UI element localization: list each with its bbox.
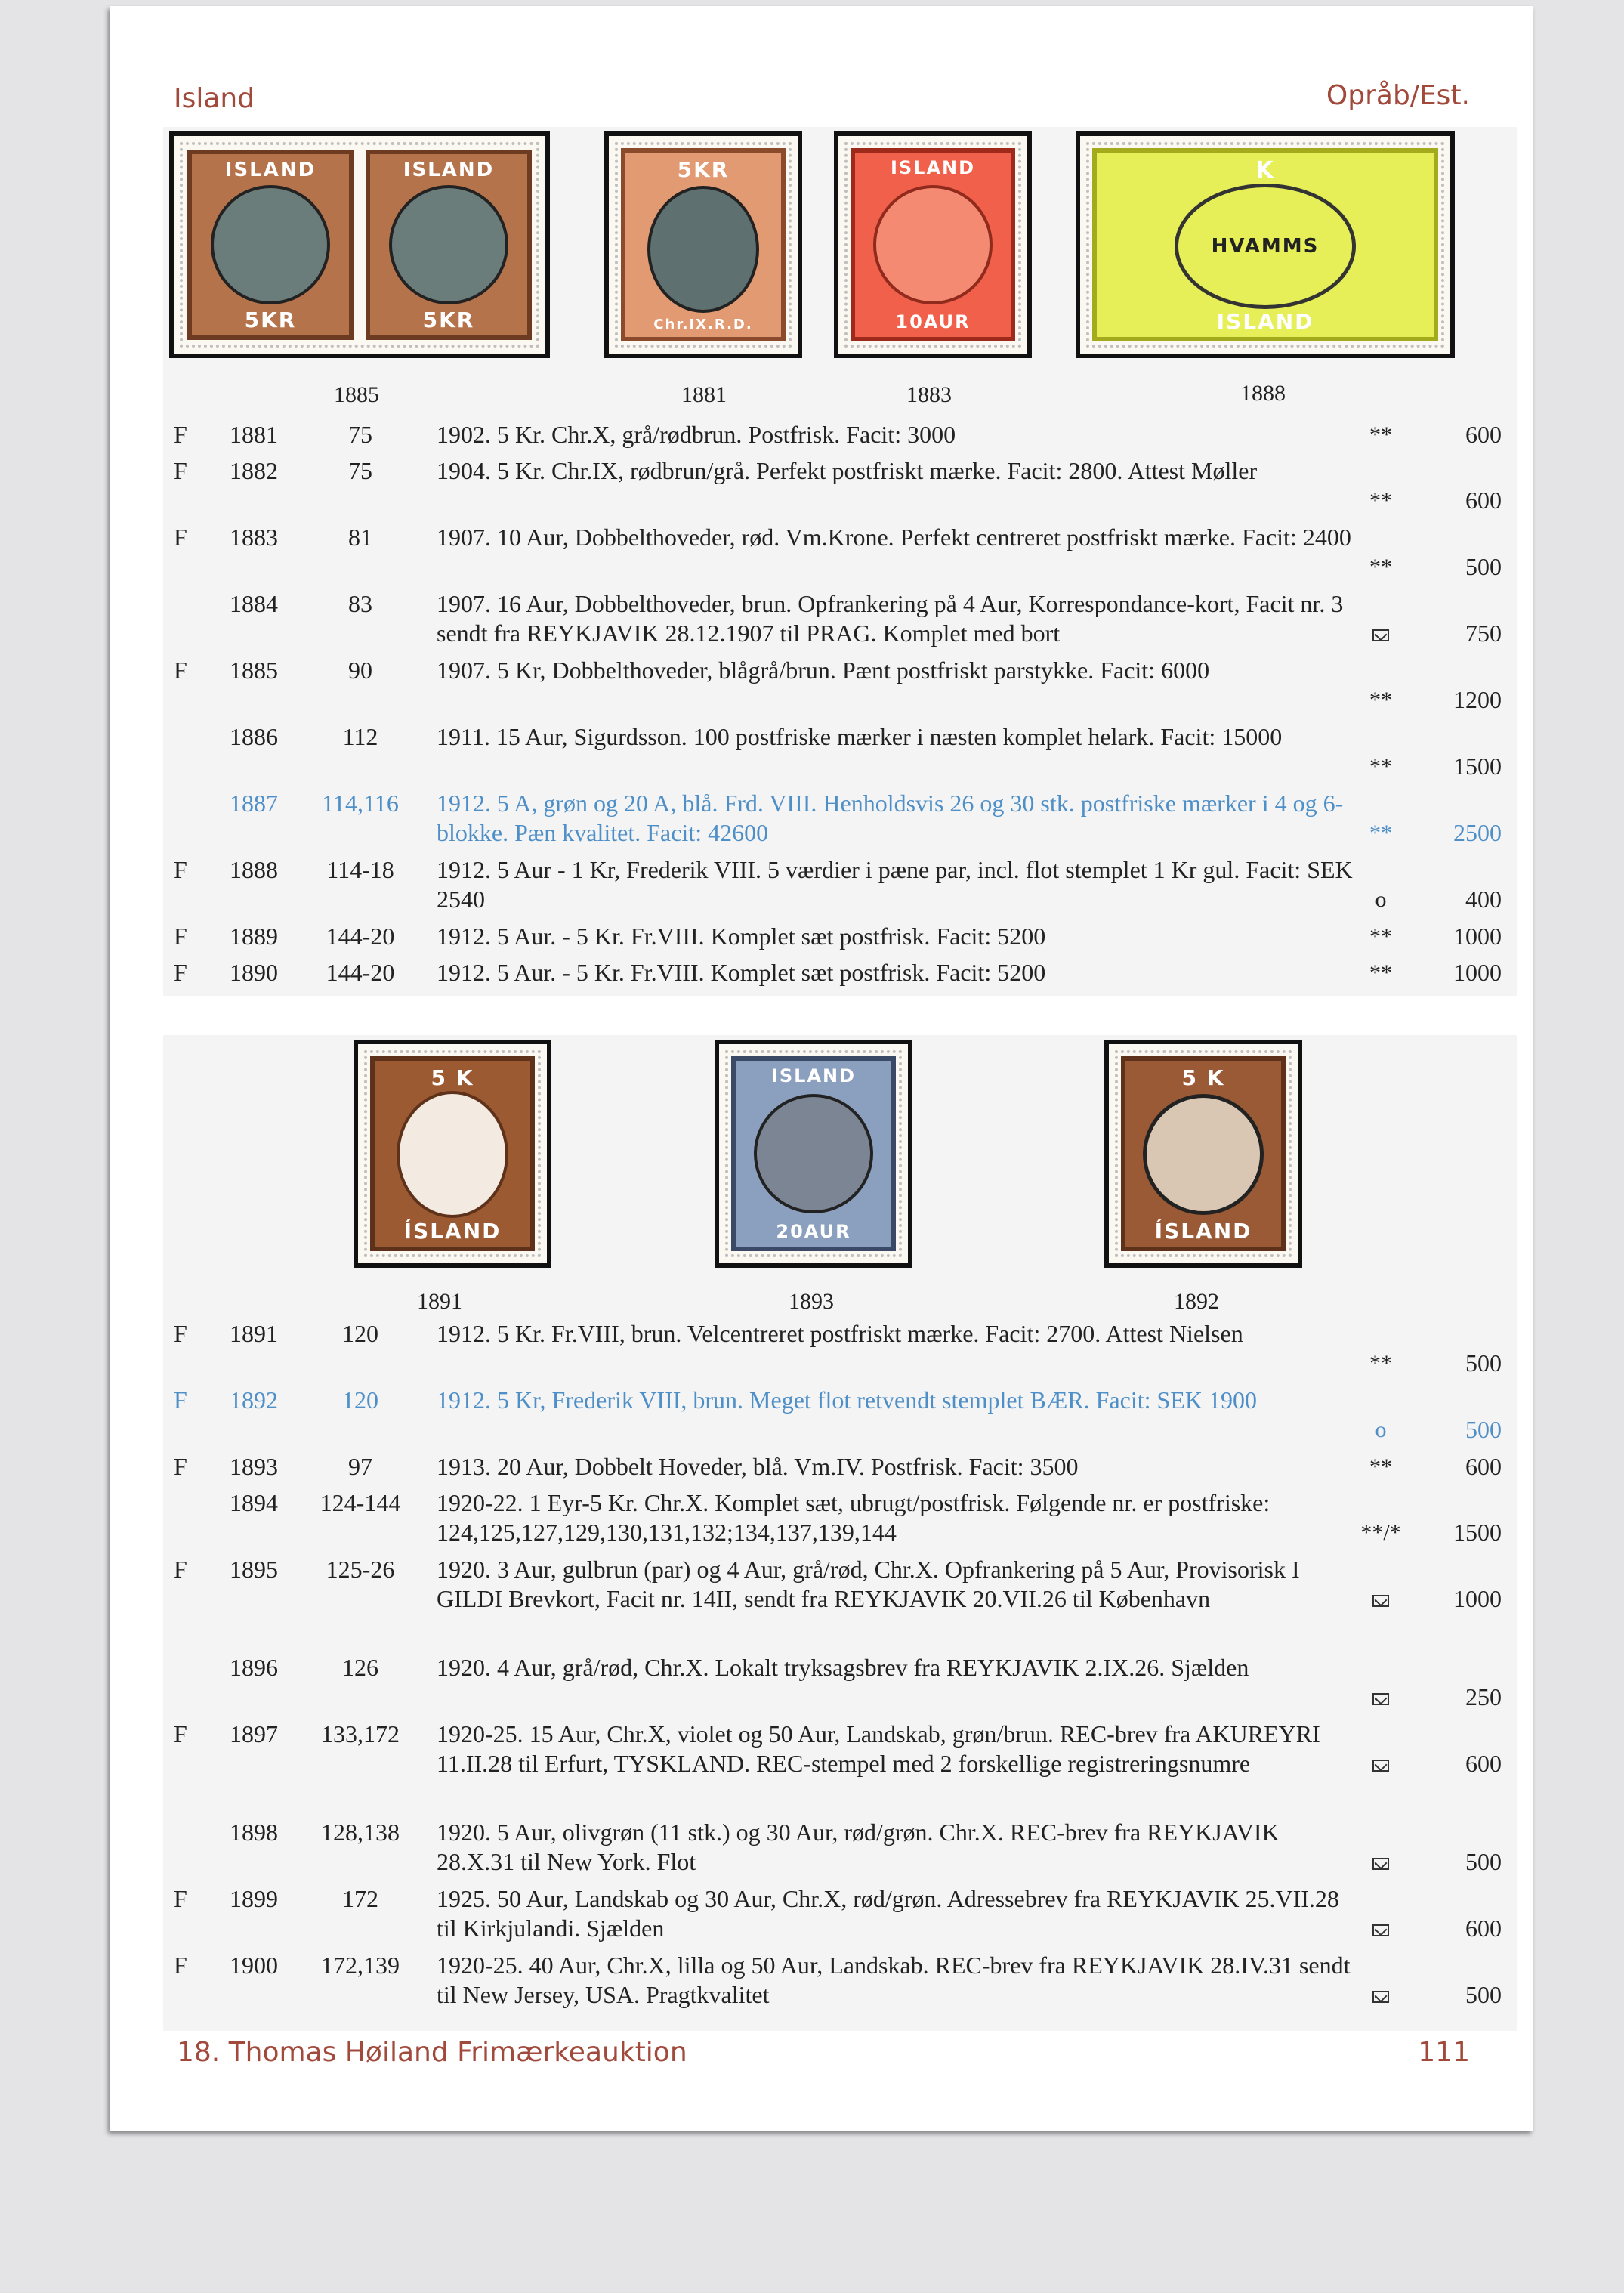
lot-description: 1912. 5 Aur - 1 Kr, Frederik VIII. 5 værdier i pæne par, incl. flot stemplet 1 Kr gul. Facit: SEK 2540 — [437, 856, 1353, 913]
lot-description: 1902. 5 Kr. Chr.X, grå/rødbrun. Postfrisk. Facit: 3000 — [437, 421, 956, 448]
lot-price: 1200 — [1453, 686, 1502, 713]
lot-price: 1500 — [1453, 752, 1502, 780]
stamp-image-1881[interactable] — [604, 131, 802, 358]
condition-mark: ** — [1369, 924, 1392, 949]
condition-mark: ** — [1369, 820, 1392, 845]
stamp-image-1891[interactable] — [354, 1040, 551, 1268]
stamp-top-text: ISLAND — [403, 159, 495, 181]
lot-description: 1920-25. 40 Aur, Chr.X, lilla og 50 Aur, Landskab. REC-brev fra REYKJAVIK 28.IV.31 sendt til New Jersey, USA. Pragtkvalitet — [437, 1952, 1351, 2008]
stamp-frame — [1121, 1056, 1286, 1251]
lot-number: 1889 — [230, 922, 278, 950]
lot-description: 1907. 5 Kr, Dobbelthoveder, blågrå/brun. Pænt postfriskt parstykke. Facit: 6000 — [437, 657, 1210, 684]
catalogue-number: 120 — [342, 1386, 378, 1414]
lot-flag: F — [174, 421, 187, 448]
lot-number: 1894 — [230, 1489, 278, 1516]
catalogue-number: 144-20 — [326, 959, 395, 986]
lot-price: 600 — [1465, 1914, 1502, 1942]
lot-price: 500 — [1465, 553, 1502, 580]
postmark-icon — [1143, 1094, 1264, 1215]
cover-icon — [1335, 1749, 1426, 1778]
lot-price: 500 — [1465, 1848, 1502, 1875]
image-label-1893: 1893 — [789, 1289, 834, 1314]
stamp-value-text: 5KR — [422, 307, 475, 332]
condition-mark: ** — [1369, 422, 1392, 447]
lot-description: 1920-25. 15 Aur, Chr.X, violet og 50 Aur, Landskab, grøn/brun. REC-brev fra AKUREYRI 11.II.28 til Erfurt, TYSKLAND. REC-stempel med 2 forskellige registreringsnumre — [437, 1720, 1320, 1777]
stamp-frame-left — [187, 150, 354, 340]
envelope-icon — [1372, 629, 1389, 641]
envelope-icon — [1372, 1924, 1389, 1936]
lot-number: 1891 — [230, 1320, 278, 1347]
stamp-image-1885-pair[interactable] — [169, 131, 550, 358]
lot-price: 600 — [1465, 421, 1502, 448]
lot-number: 1897 — [230, 1720, 278, 1748]
condition-mark: ** — [1369, 754, 1392, 779]
lot-number: 1884 — [230, 590, 278, 617]
stamp-top-text: ISLAND — [890, 157, 976, 178]
stamp-value-text: 5KR — [244, 307, 297, 332]
lot-flag: F — [174, 657, 187, 684]
cover-icon — [1335, 1847, 1426, 1877]
catalogue-number: 75 — [348, 457, 372, 484]
lot-description: 1907. 16 Aur, Dobbelthoveder, brun. Opfrankering på 4 Aur, Korrespondance-kort, Facit nr. 3 sendt fra REYKJAVIK 28.12.1907 til PRAG. Komplet med bort — [437, 590, 1344, 647]
catalogue-number: 120 — [342, 1320, 378, 1347]
lot-flag: F — [174, 1320, 187, 1347]
stamp-value-text: ÍSLAND — [1154, 1219, 1252, 1244]
condition-mark: ** — [1369, 688, 1392, 712]
postmark-icon — [1175, 184, 1356, 309]
lot-description: 1920. 5 Aur, olivgrøn (11 stk.) og 30 Aur, rød/grøn. Chr.X. REC-brev fra REYKJAVIK 28.X.31 til New York. Flot — [437, 1819, 1280, 1875]
stamp-frame — [851, 148, 1015, 341]
lot-number: 1887 — [230, 790, 278, 817]
stamp-value-text: ISLAND — [1216, 309, 1314, 334]
stamp-top-text: ISLAND — [770, 1065, 857, 1086]
cover-icon — [1335, 1683, 1426, 1712]
stamp-top-text: 5 K — [431, 1065, 474, 1090]
catalogue-number: 172,139 — [321, 1952, 400, 1979]
lot-price: 600 — [1465, 1750, 1502, 1777]
lot-description: 1913. 20 Aur, Dobbelt Hoveder, blå. Vm.IV. Postfrisk. Facit: 3500 — [437, 1453, 1079, 1480]
stamp-image-1892[interactable] — [1104, 1040, 1302, 1268]
portrait-icon — [754, 1094, 873, 1213]
stamp-top-text: 5 K — [1181, 1065, 1225, 1090]
lot-number: 1898 — [230, 1819, 278, 1846]
column-title: Opråb/Est. — [1326, 80, 1470, 111]
stamp-frame — [731, 1056, 896, 1251]
lot-price: 2500 — [1453, 819, 1502, 846]
stamp-image-1883[interactable] — [834, 131, 1032, 358]
stamp-image-1888[interactable] — [1076, 131, 1455, 358]
lot-number: 1888 — [230, 856, 278, 883]
image-label-1881: 1881 — [681, 382, 727, 407]
condition-mark: **/* — [1360, 1520, 1401, 1545]
lot-price: 600 — [1465, 1453, 1502, 1480]
condition-mark: ** — [1369, 555, 1392, 579]
lot-price: 500 — [1465, 1981, 1502, 2008]
catalogue-number: 112 — [342, 723, 378, 750]
cover-icon — [1335, 1914, 1426, 1943]
lot-description: 1904. 5 Kr. Chr.IX, rødbrun/grå. Perfekt postfriskt mærke. Facit: 2800. Attest Møller — [437, 457, 1258, 484]
cover-icon — [1335, 1584, 1426, 1614]
image-label-1883: 1883 — [906, 382, 952, 407]
lot-price: 750 — [1465, 620, 1502, 647]
country-heading: Island — [174, 83, 255, 114]
lot-flag: F — [174, 524, 187, 551]
lot-description: 1912. 5 Kr, Frederik VIII, brun. Meget flot retvendt stemplet BÆR. Facit: SEK 1900 — [437, 1386, 1257, 1414]
portrait-icon — [211, 185, 330, 304]
image-label-1891: 1891 — [417, 1289, 462, 1314]
portrait-icon — [397, 1091, 508, 1218]
condition-mark: ** — [1369, 488, 1392, 513]
lot-price: 1000 — [1453, 1585, 1502, 1612]
lot-number: 1881 — [230, 421, 278, 448]
page-number: 111 — [1418, 2037, 1470, 2068]
catalogue-number: 83 — [348, 590, 372, 617]
lot-description: 1920. 4 Aur, grå/rød, Chr.X. Lokalt tryksagsbrev fra REYKJAVIK 2.IX.26. Sjælden — [437, 1654, 1249, 1681]
cover-icon — [1335, 1980, 1426, 2010]
image-label-1888: 1888 — [1240, 381, 1286, 406]
catalogue-number: 144-20 — [326, 922, 395, 950]
condition-mark: o — [1375, 1417, 1387, 1442]
catalogue-number: 125-26 — [326, 1556, 395, 1583]
lot-flag: F — [174, 959, 187, 986]
lot-number: 1886 — [230, 723, 278, 750]
lot-description: 1912. 5 A, grøn og 20 A, blå. Frd. VIII. Henholdsvis 26 og 30 stk. postfriske mærker i 4 og 6-blokke. Pæn kvalitet. Facit: 42600 — [437, 790, 1344, 846]
catalogue-number: 114-18 — [326, 856, 394, 883]
catalogue-number: 124-144 — [320, 1489, 401, 1516]
lot-price: 500 — [1465, 1416, 1502, 1443]
portrait-icon — [873, 185, 993, 304]
condition-mark: o — [1375, 887, 1387, 912]
envelope-icon — [1372, 1693, 1389, 1705]
lot-price: 1000 — [1453, 959, 1502, 986]
catalogue-number: 126 — [342, 1654, 378, 1681]
catalogue-number: 128,138 — [321, 1819, 400, 1846]
stamp-frame — [370, 1056, 535, 1251]
lot-number: 1899 — [230, 1885, 278, 1912]
lot-description: 1920-22. 1 Eyr-5 Kr. Chr.X. Komplet sæt, ubrugt/postfrisk. Følgende nr. er postfriske: 124,125,127,129,130,131,132;134,137,139,144 — [437, 1489, 1270, 1546]
condition-mark: ** — [1369, 1351, 1392, 1376]
lot-flag: F — [174, 1952, 187, 1979]
lot-price: 1500 — [1453, 1519, 1502, 1546]
portrait-icon — [647, 186, 759, 313]
catalogue-number: 81 — [348, 524, 372, 551]
lot-description: 1925. 50 Aur, Landskab og 30 Aur, Chr.X, rød/grøn. Adressebrev fra REYKJAVIK 25.VII.28 til Kirkjulandi. Sjælden — [437, 1885, 1339, 1942]
lot-number: 1883 — [230, 524, 278, 551]
stamp-value-text: 10AUR — [895, 311, 971, 332]
lot-price: 600 — [1465, 487, 1502, 514]
envelope-icon — [1372, 1858, 1389, 1870]
image-label-1892: 1892 — [1174, 1289, 1219, 1314]
auction-title: 18. Thomas Høiland Frimærkeauktion — [177, 2037, 687, 2068]
stamp-value-text: Chr.IX.R.D. — [653, 317, 753, 332]
lot-flag: F — [174, 1453, 187, 1480]
lot-description: 1920. 3 Aur, gulbrun (par) og 4 Aur, grå/rød, Chr.X. Opfrankering på 5 Aur, Provisorisk I GILDI Brevkort, Facit nr. 14II, sendt fra REYKJAVIK 20.VII.26 til København — [437, 1556, 1300, 1612]
catalogue-number: 172 — [342, 1885, 378, 1912]
envelope-icon — [1372, 1595, 1389, 1607]
stamp-top-text: 5KR — [677, 157, 730, 182]
lot-number: 1885 — [230, 657, 278, 684]
lot-number: 1895 — [230, 1556, 278, 1583]
lot-description: 1912. 5 Kr. Fr.VIII, brun. Velcentreret postfriskt mærke. Facit: 2700. Attest Nielsen — [437, 1320, 1243, 1347]
catalogue-page — [110, 6, 1533, 2131]
lot-description: 1912. 5 Aur. - 5 Kr. Fr.VIII. Komplet sæt postfrisk. Facit: 5200 — [437, 959, 1046, 986]
catalogue-number: 114,116 — [322, 790, 399, 817]
lot-description: 1912. 5 Aur. - 5 Kr. Fr.VIII. Komplet sæt postfrisk. Facit: 5200 — [437, 922, 1046, 950]
lot-flag: F — [174, 1720, 187, 1748]
condition-mark: ** — [1369, 1454, 1392, 1479]
catalogue-number: 90 — [348, 657, 372, 684]
cover-icon — [1335, 619, 1426, 648]
catalogue-number: 75 — [348, 421, 372, 448]
lot-description: 1911. 15 Aur, Sigurdsson. 100 postfriske mærker i næsten komplet helark. Facit: 15000 — [437, 723, 1283, 750]
catalogue-number: 133,172 — [321, 1720, 400, 1748]
portrait-icon — [389, 185, 508, 304]
lot-flag: F — [174, 1885, 187, 1912]
catalogue-number: 97 — [348, 1453, 372, 1480]
lot-number: 1900 — [230, 1952, 278, 1979]
lot-price: 1000 — [1453, 922, 1502, 950]
condition-mark: ** — [1369, 960, 1392, 985]
lot-number: 1896 — [230, 1654, 278, 1681]
lot-flag: F — [174, 457, 187, 484]
image-label-1885: 1885 — [334, 382, 379, 407]
stamp-frame-right — [366, 150, 532, 340]
lot-number: 1893 — [230, 1453, 278, 1480]
lot-flag: F — [174, 1556, 187, 1583]
lot-price: 400 — [1465, 885, 1502, 913]
stamp-value-text: 20AUR — [776, 1221, 851, 1242]
postmark-text: HVAMMS — [1211, 235, 1320, 258]
lot-flag: F — [174, 856, 187, 883]
stamp-frame — [621, 148, 786, 341]
stamp-frame — [1092, 148, 1438, 341]
lot-flag: F — [174, 922, 187, 950]
envelope-icon — [1372, 1991, 1389, 2003]
lot-number: 1890 — [230, 959, 278, 986]
lot-number: 1882 — [230, 457, 278, 484]
lot-flag: F — [174, 1386, 187, 1414]
stamp-top-text: ISLAND — [224, 159, 316, 181]
stamp-top-text: K — [1255, 157, 1275, 184]
lot-number: 1892 — [230, 1386, 278, 1414]
stamp-value-text: ÍSLAND — [403, 1219, 502, 1244]
lot-price: 500 — [1465, 1349, 1502, 1377]
lot-description: 1907. 10 Aur, Dobbelthoveder, rød. Vm.Krone. Perfekt centreret postfriskt mærke. Facit: 2400 — [437, 524, 1351, 551]
envelope-icon — [1372, 1760, 1389, 1772]
lot-price: 250 — [1465, 1683, 1502, 1710]
stamp-image-1893[interactable] — [715, 1040, 912, 1268]
